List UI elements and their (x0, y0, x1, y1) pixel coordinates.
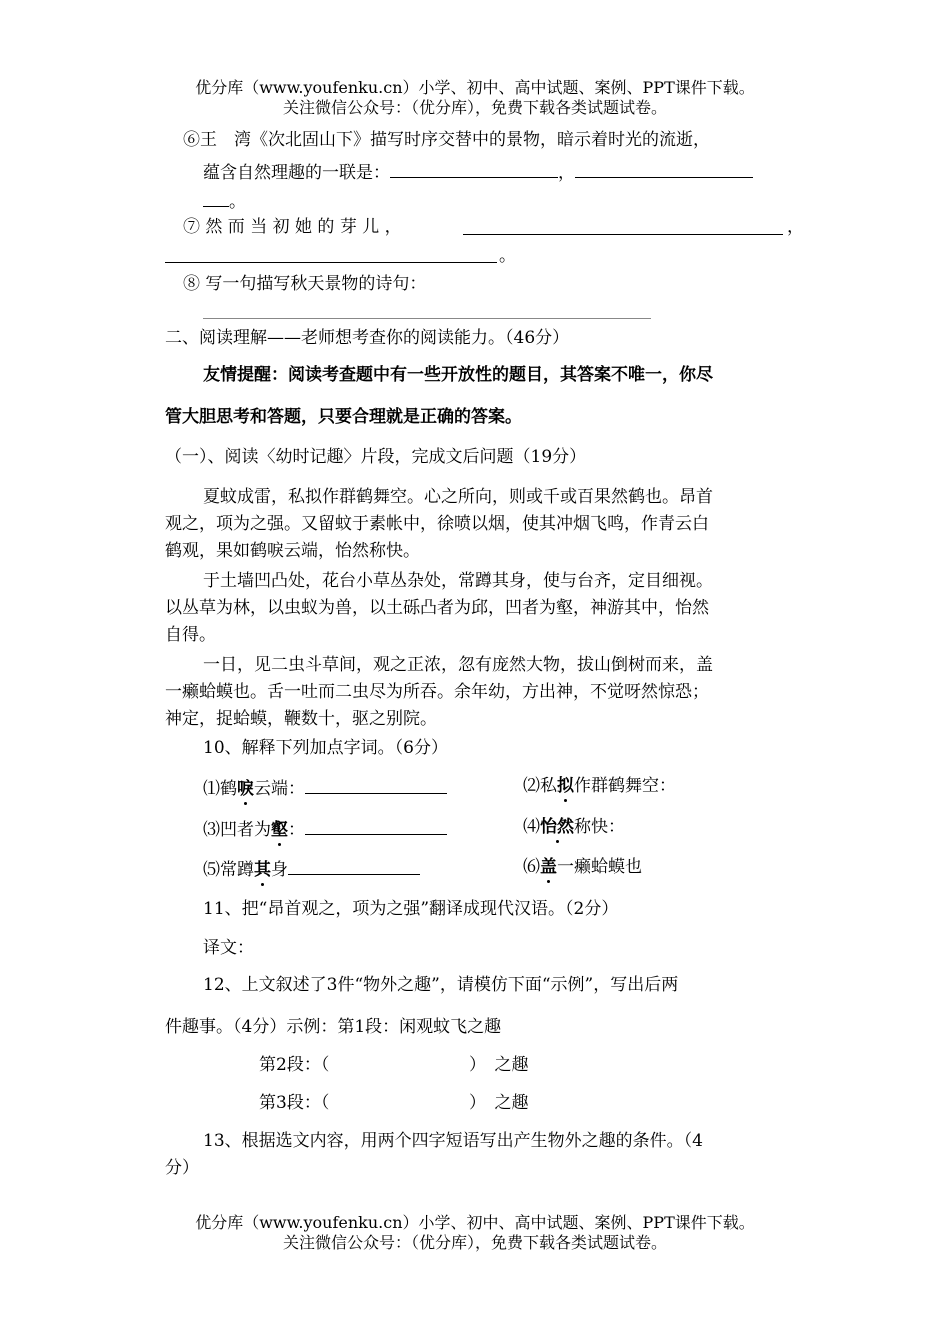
q10-item-4-post: 称快： (574, 817, 625, 837)
q6-line-1: ⑥王 湾《次北固山下》描写时序交替中的景物，暗示着时光的流逝， (183, 130, 710, 150)
q6-end: 。 (229, 192, 246, 212)
q13-line-2: 分） (165, 1158, 199, 1178)
q10-item-1-dotted: 唳 (237, 779, 254, 799)
passage-p1-line-1: 夏蚊成雷，私拟作群鹤舞空。心之所向，则或千或百果然鹤也。昂首 (203, 487, 713, 507)
q12-row-2-label: 第2段：（ (259, 1055, 330, 1075)
q10-item-4 (523, 816, 625, 838)
q10-item-3-blank[interactable] (305, 816, 447, 835)
footer-line-2: 关注微信公众号：（优分库），免费下载各类试题试卷。 (282, 1233, 667, 1252)
header-line-1: 优分库（www.youfenku.cn）小学、初中、高中试题、案例、PPT课件下载。 (195, 78, 755, 97)
q10-item-2 (523, 775, 676, 797)
q10-item-6-post: 一癞蛤蟆也 (557, 857, 642, 877)
q10-item-3-post: ： (288, 820, 305, 840)
q12-row-3-label: 第3段：（ (259, 1093, 330, 1113)
part1-title: （一）、阅读〈幼时记趣〉片段，完成文后问题（19分） (165, 447, 587, 467)
q10-item-5-dotted: 其 (254, 860, 271, 880)
q12-line-1: 12、上文叙述了3件“物外之趣”，请模仿下面“示例”，写出后两 (203, 975, 679, 995)
q10-item-1-pre: ⑴鹤 (203, 779, 237, 799)
tip-line-2: 管大胆思考和答题，只要合理就是正确的答案。 (165, 407, 522, 427)
q7-blank-1[interactable] (463, 234, 783, 235)
q6-blank-2[interactable] (575, 159, 753, 178)
q6-line-3 (203, 188, 246, 213)
q10-item-5-post: 身 (271, 860, 288, 880)
q8-line: ⑧ 写一句描写秋天景物的诗句： (183, 274, 427, 294)
footer-line-1: 优分库（www.youfenku.cn）小学、初中、高中试题、案例、PPT课件下载。 (195, 1213, 755, 1232)
passage-p2-line-1: 于土墙凹凸处，花台小草丛杂处，常蹲其身，使与台齐，定目细视。 (203, 571, 713, 591)
q10-item-1-post: 云端： (254, 779, 305, 799)
section2-title: 二、阅读理解——老师想考查你的阅读能力。（46分） (165, 328, 570, 348)
passage-p2-line-2: 以丛草为林，以虫蚁为兽，以土砾凸者为邱，凹者为壑，神游其中，怡然 (165, 598, 709, 618)
q10-item-2-pre: ⑵私 (523, 776, 557, 796)
q12-row-3-suffix: ） 之趣 (469, 1093, 529, 1113)
q10-item-6-pre: ⑹ (523, 857, 540, 877)
q10-item-3-dotted: 壑 (271, 820, 288, 840)
q6-line-2 (203, 159, 753, 184)
q6-comma: ， (558, 163, 575, 183)
q10-item-3 (203, 816, 447, 841)
q10-item-4-pre: ⑷ (523, 817, 540, 837)
passage-p1-line-2: 观之，项为之强。又留蚊于素帐中，徐喷以烟，使其冲烟飞鸣，作青云白 (165, 514, 709, 534)
q6-blank-2-continued[interactable] (203, 188, 229, 207)
q10-item-5-blank[interactable] (288, 856, 420, 875)
q10-item-4-dotted: 怡然 (540, 817, 574, 837)
tip-line-1: 友情提醒：阅读考查题中有一些开放性的题目，其答案不唯一，你尽 (203, 365, 713, 385)
q12-line-2: 件趣事。（4分）示例：第1段：闲观蚊飞之趣 (165, 1017, 502, 1037)
passage-p3-line-1: 一日，见二虫斗草间，观之正浓，忽有庞然大物，拔山倒树而来，盖 (203, 655, 713, 675)
q7-blank-2[interactable] (165, 262, 497, 263)
q10-item-1 (203, 775, 447, 800)
q7-prompt: ⑦ 然 而 当 初 她 的 芽 儿 ， (183, 217, 402, 237)
q10-item-5-pre: ⑸常蹲 (203, 860, 254, 880)
q10-item-2-dotted: 拟 (557, 776, 574, 796)
q10-item-3-pre: ⑶凹者为 (203, 820, 271, 840)
q6-prompt: 蕴含自然理趣的一联是： (203, 163, 390, 183)
q10-item-2-post: 作群鹤舞空： (574, 776, 676, 796)
q10-item-1-blank[interactable] (305, 775, 447, 794)
passage-p1-line-3: 鹤观，果如鹤唳云端，怡然称快。 (165, 541, 420, 561)
q12-row-2-suffix: ） 之趣 (469, 1055, 529, 1075)
header-line-2: 关注微信公众号：（优分库），免费下载各类试题试卷。 (282, 98, 667, 117)
q13-line-1: 13、根据选文内容，用两个四字短语写出产生物外之趣的条件。（4 (203, 1131, 703, 1151)
q11-answer-label: 译文： (203, 938, 254, 958)
q10-item-6 (523, 856, 642, 878)
passage-p2-line-3: 自得。 (165, 625, 216, 645)
q11-title: 11、把“昂首观之，项为之强”翻译成现代汉语。（2分） (203, 899, 619, 919)
q10-title: 10、解释下列加点字词。（6分） (203, 738, 448, 758)
passage-p3-line-2: 一癞蛤蟆也。舌一吐而二虫尽为所吞。余年幼，方出神，不觉呀然惊恐； (165, 682, 709, 702)
q6-blank-1[interactable] (390, 159, 558, 178)
q7-end: 。 (499, 246, 516, 266)
passage-p3-line-3: 神定，捉蛤蟆，鞭数十，驱之别院。 (165, 709, 437, 729)
q8-blank[interactable] (203, 318, 651, 319)
q10-item-6-dotted: 盖 (540, 857, 557, 877)
q7-line-1 (183, 216, 402, 238)
q10-item-5 (203, 856, 420, 881)
q7-comma: ， (787, 217, 804, 237)
